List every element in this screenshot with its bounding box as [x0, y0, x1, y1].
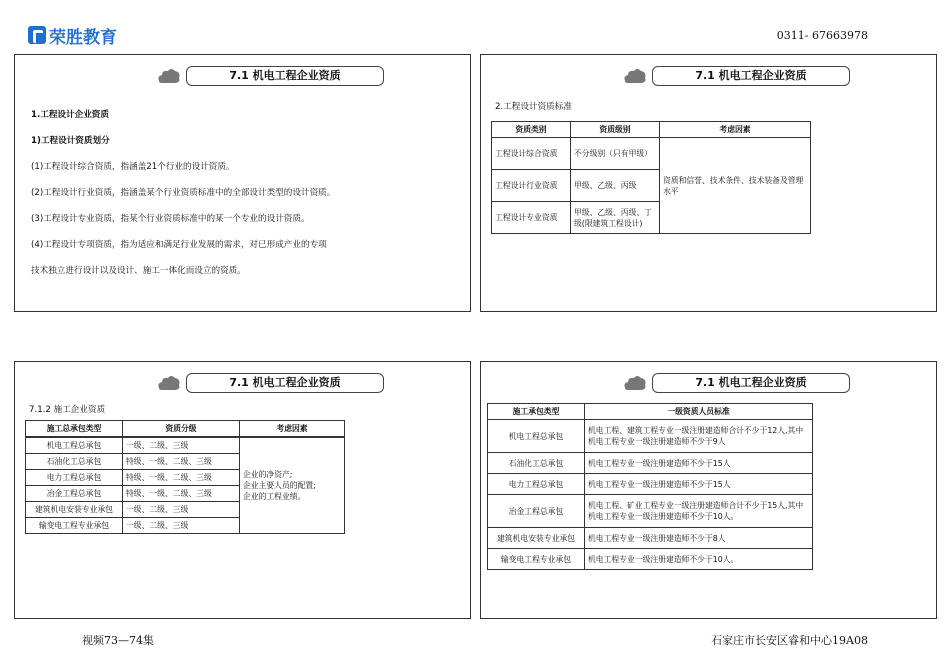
paragraph: (4)工程设计专项资质，指为适应和满足行业发展的需求，对已形成产业的专项: [31, 240, 327, 250]
table-row: [488, 549, 813, 570]
table-cell: 石油化工总承包: [26, 454, 123, 470]
table-header-row: [492, 122, 811, 138]
table-cell: 冶金工程总承包: [26, 486, 123, 502]
cloud-icon: [623, 67, 647, 85]
personnel-standard-table: [487, 403, 813, 570]
design-standard-table: [491, 121, 811, 234]
table-cell: 特级、一级、二级、三级: [123, 454, 240, 470]
column-header: 考虑因素: [660, 122, 811, 138]
slide-title: 7.1 机电工程企业资质: [652, 373, 850, 393]
table-header-row: [488, 404, 813, 420]
factor-line: 企业的工程业绩。: [243, 492, 306, 501]
slide-body: [31, 109, 451, 291]
table-cell: 机电工程专业一级注册建造师不少于10人。: [585, 549, 813, 570]
slide-title: 7.1 机电工程企业资质: [652, 66, 850, 86]
slide-header: [623, 65, 850, 87]
factor-line: 企业的净资产;: [243, 470, 293, 479]
table-cell: 工程设计行业资质: [492, 170, 571, 202]
table-cell: 建筑机电安装专业承包: [26, 502, 123, 518]
table-cell: 不分级别（只有甲级）: [571, 138, 660, 170]
table-cell-factor: [240, 437, 345, 534]
slide-construction-qualification: [14, 361, 471, 619]
footer-video-range: 视频73—74集: [82, 634, 154, 647]
slide-subtitle: 7.1.2 施工企业资质: [29, 405, 106, 415]
table-cell: 机电工程总承包: [26, 437, 123, 454]
slide-design-qualification: [14, 54, 471, 312]
table-cell: 工程设计专业资质: [492, 202, 571, 234]
table-row: [488, 420, 813, 453]
table-row: [488, 453, 813, 474]
slide-header: [623, 372, 850, 394]
table-cell: 机电工程专业一级注册建造师不少于15人: [585, 453, 813, 474]
cloud-icon: [157, 67, 181, 85]
column-header: 施工承包类型: [488, 404, 585, 420]
column-header: 施工总承包类型: [26, 421, 123, 438]
cloud-icon: [157, 374, 181, 392]
table-cell: 建筑机电安装专业承包: [488, 528, 585, 549]
section-heading: 1.工程设计企业资质: [31, 110, 109, 120]
table-cell: 石油化工总承包: [488, 453, 585, 474]
table-cell: 输变电工程专业承包: [26, 518, 123, 534]
column-header: 资质类别: [492, 122, 571, 138]
construction-grade-table: [25, 420, 345, 534]
factor-line: 企业主要人员的配置;: [243, 481, 316, 490]
table-cell: 电力工程总承包: [488, 474, 585, 495]
paragraph: (1)工程设计综合资质，指涵盖21个行业的设计资质。: [31, 162, 235, 172]
logo-text: 荣胜教育: [49, 27, 117, 48]
table-row: [488, 474, 813, 495]
table-cell: 甲级、乙级、丙级、丁级(限建筑工程设计): [571, 202, 660, 234]
paragraph: (3)工程设计专业资质，指某个行业资质标准中的某一个专业的设计资质。: [31, 214, 310, 224]
table-cell-factor: 资质和信誉、技术条件、技术装备及管理水平: [660, 138, 811, 234]
footer-address: 石家庄市长安区睿和中心19A08: [711, 634, 868, 647]
slide-subtitle: 2.工程设计资质标准: [495, 102, 572, 112]
table-cell: 机电工程专业一级注册建造师不少于8人: [585, 528, 813, 549]
table-cell: 甲级、乙级、丙级: [571, 170, 660, 202]
paragraph: (2)工程设计行业资质，指涵盖某个行业资质标准中的全部设计类型的设计资质。: [31, 188, 336, 198]
table-cell: 电力工程总承包: [26, 470, 123, 486]
slide-header: [157, 372, 384, 394]
table-cell: 机电工程专业一级注册建造师不少于15人: [585, 474, 813, 495]
table-cell: 输变电工程专业承包: [488, 549, 585, 570]
sub-heading: 1)工程设计资质划分: [31, 136, 110, 146]
table-header-row: [26, 421, 345, 438]
slide-title: 7.1 机电工程企业资质: [186, 373, 384, 393]
table-row: [488, 495, 813, 528]
paragraph: 技术独立进行设计以及设计、施工一体化而设立的资质。: [31, 266, 246, 276]
logo-mark-icon: [28, 26, 46, 44]
table-cell: 一级、二级、三级: [123, 518, 240, 534]
table-cell: 特级、一级、二级、三级: [123, 470, 240, 486]
table-cell: 一级、二级、三级: [123, 437, 240, 454]
slide-title: 7.1 机电工程企业资质: [186, 66, 384, 86]
table-cell: 冶金工程总承包: [488, 495, 585, 528]
slide-header: [157, 65, 384, 87]
slide-design-standard: [480, 54, 937, 312]
phone-number: 0311- 67663978: [776, 29, 868, 42]
table-cell: 机电工程、建筑工程专业一级注册建造师合计不少于12人,其中机电工程专业一级注册建造师不少于9人: [585, 420, 813, 453]
table-cell: 机电工程、矿业工程专业一级注册建造师合计不少于15人,其中机电工程专业一级注册建造师不少于10人。: [585, 495, 813, 528]
column-header: 一级资质人员标准: [585, 404, 813, 420]
table-cell: 一级、二级、三级: [123, 502, 240, 518]
company-logo: [28, 24, 117, 46]
column-header: 资质分级: [123, 421, 240, 438]
cloud-icon: [623, 374, 647, 392]
table-cell: 特级、一级、二级、三级: [123, 486, 240, 502]
table-cell: 机电工程总承包: [488, 420, 585, 453]
column-header: 资质级别: [571, 122, 660, 138]
column-header: 考虑因素: [240, 421, 345, 438]
slide-personnel-standard: [480, 361, 937, 619]
table-row: [488, 528, 813, 549]
table-cell: 工程设计综合资质: [492, 138, 571, 170]
table-row: [492, 138, 811, 170]
table-row: [26, 437, 345, 454]
